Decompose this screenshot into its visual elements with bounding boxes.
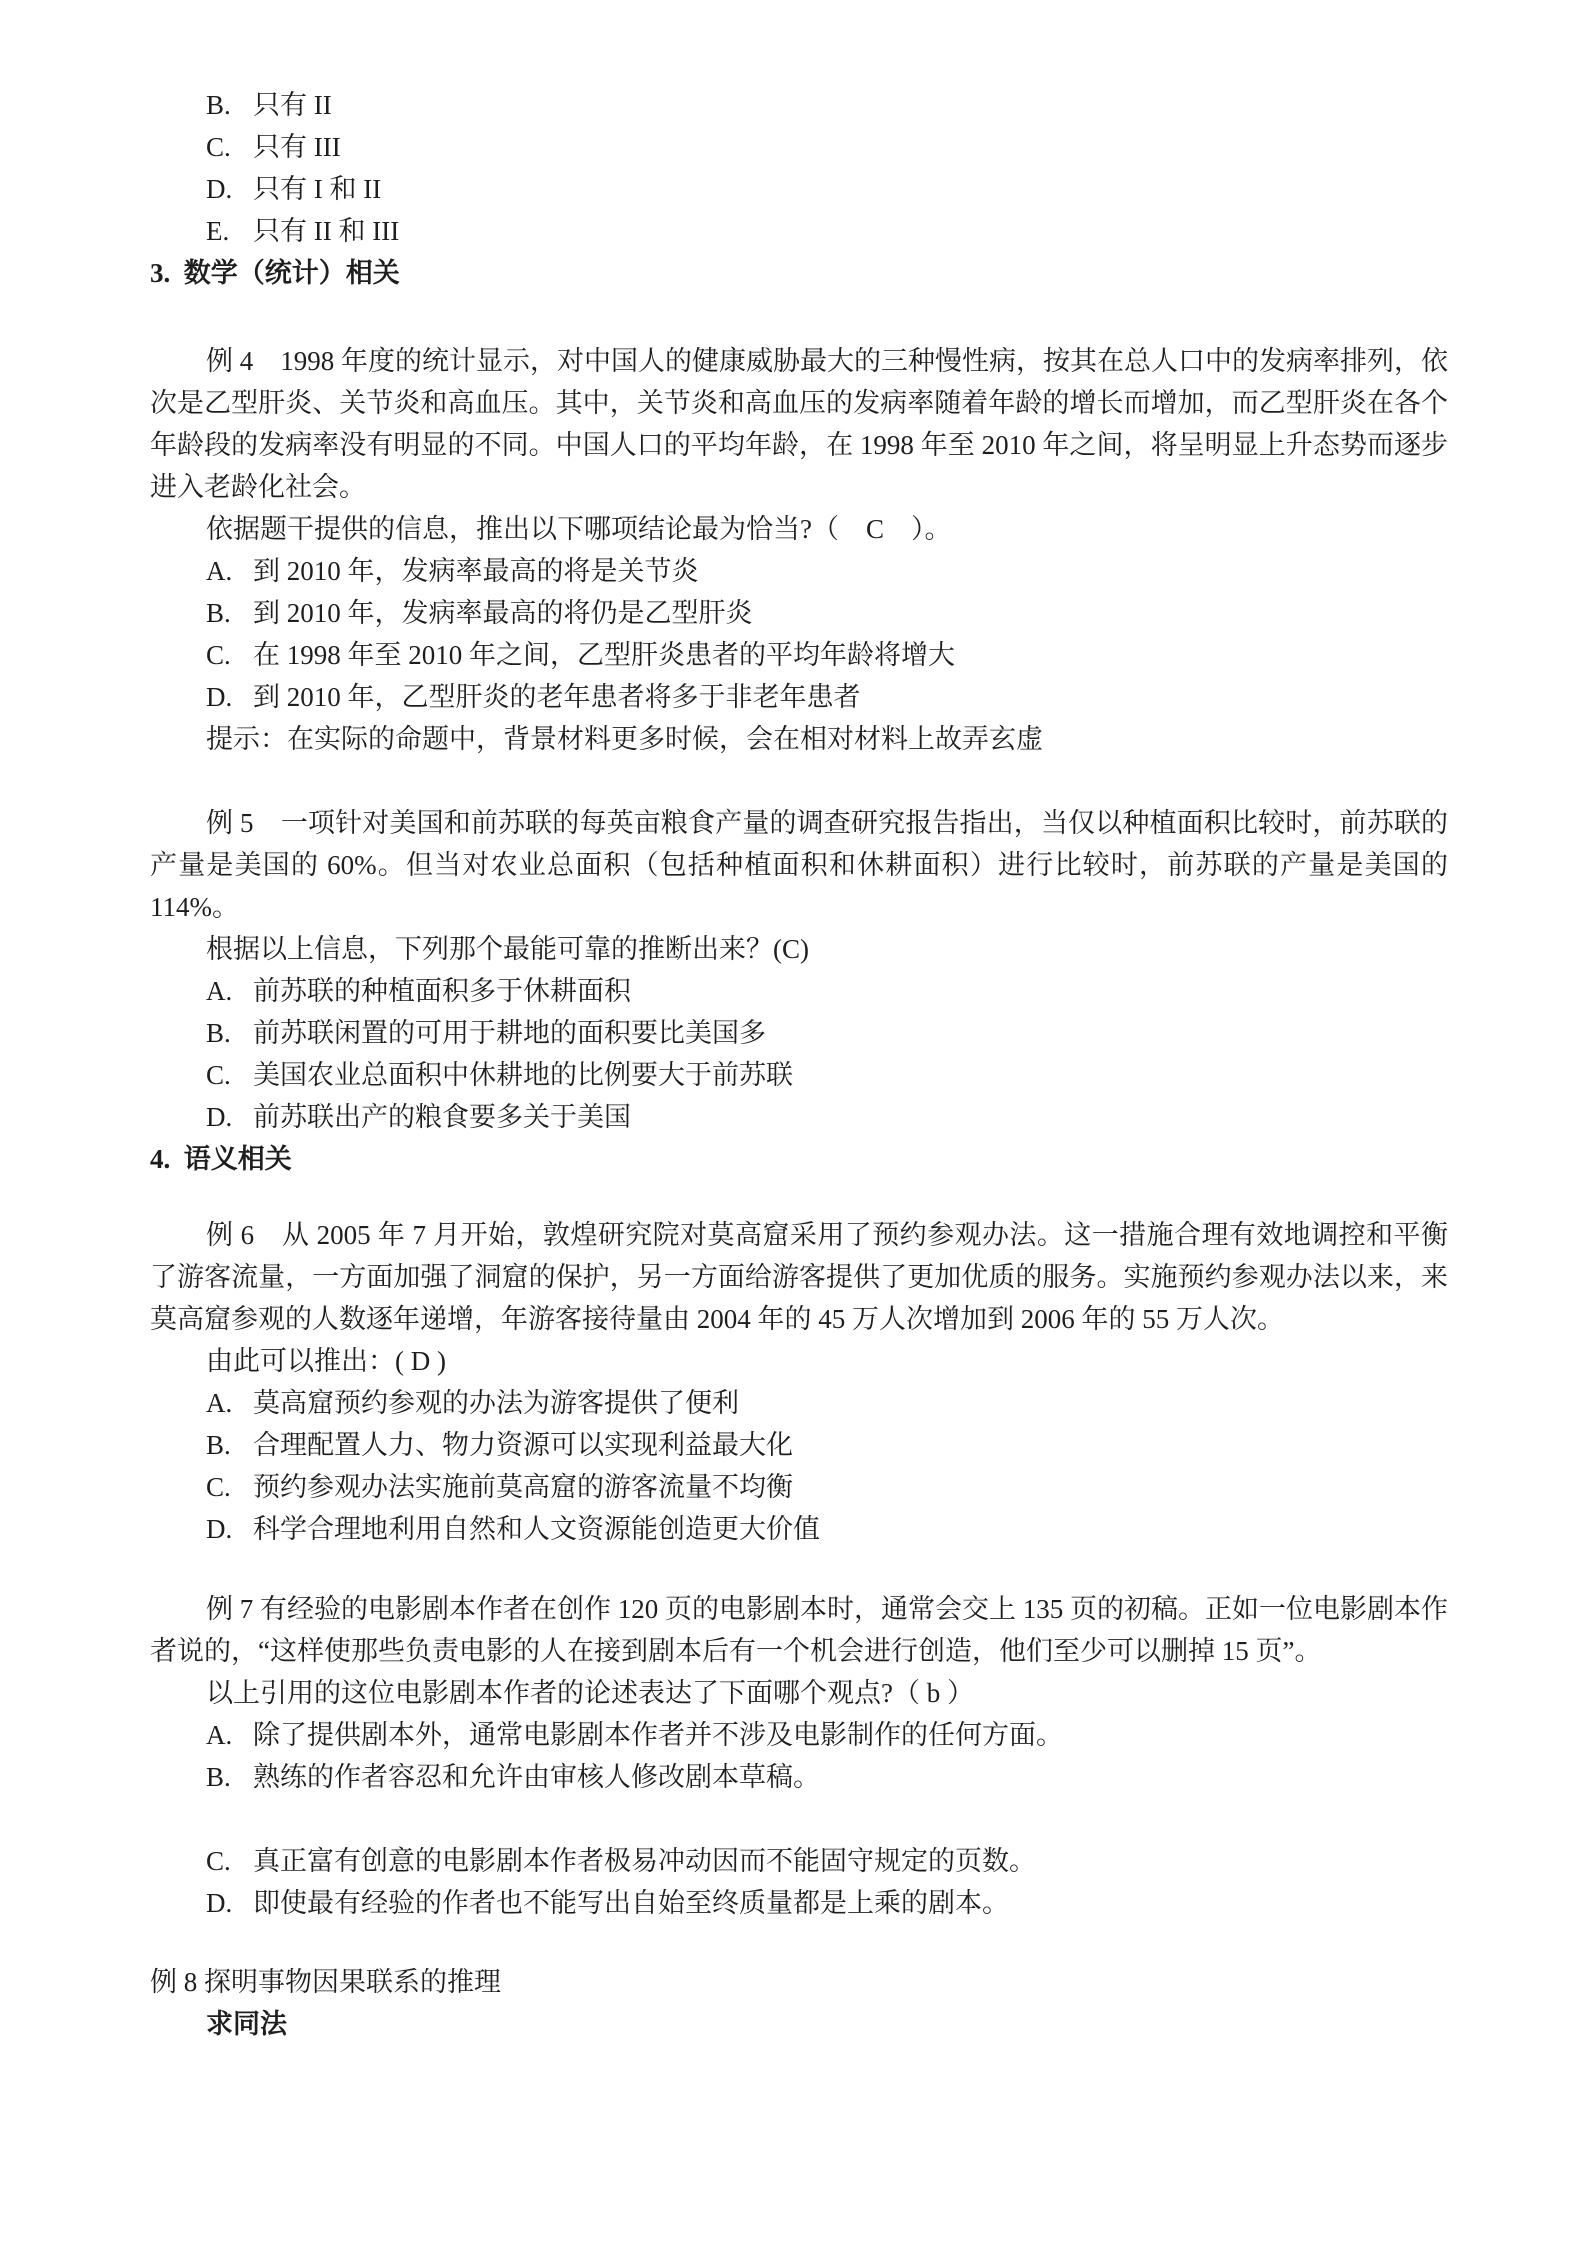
option-text: 除了提供剧本外，通常电影剧本作者并不涉及电影制作的任何方面。 [253, 1720, 1063, 1750]
option-letter: C. [206, 1846, 231, 1876]
section-heading-math: 3. 数学（统计）相关 [150, 258, 400, 288]
example-5-stem: 例 5 一项针对美国和前苏联的每英亩粮食产量的调查研究报告指出，当仅以种植面积比较时，前苏联的产量是美国的 60%。但当对农业总面积（包括种植面积和休耕面积）进行比较时，前苏联的产量是美国的 114%。 [150, 808, 1448, 922]
option-text: 熟练的作者容忍和允许由审核人修改剧本草稿。 [253, 1762, 820, 1792]
option-text: 只有 II [253, 90, 332, 120]
example-4-hint: 提示：在实际的命题中，背景材料更多时候，会在相对材料上故弄玄虚 [206, 724, 1043, 754]
answer-option [150, 1466, 1448, 1508]
option-text: 前苏联的种植面积多于休耕面积 [253, 976, 631, 1006]
answer-option [150, 168, 1448, 210]
option-letter: C. [206, 132, 231, 162]
option-letter: E. [206, 216, 230, 246]
option-letter: B. [206, 1762, 231, 1792]
option-text: 到 2010 年，乙型肝炎的老年患者将多于非老年患者 [253, 682, 861, 712]
answer-option [150, 634, 1448, 676]
answer-option [150, 1882, 1448, 1924]
option-text: 只有 II 和 III [253, 216, 400, 246]
option-letter: A. [206, 556, 233, 586]
option-letter: D. [206, 1102, 233, 1132]
answer-option [150, 1382, 1448, 1424]
example-6-stem: 例 6 从 2005 年 7 月开始，敦煌研究院对莫高窟采用了预约参观办法。这一措施合理有效地调控和平衡了游客流量，一方面加强了洞窟的保护，另一方面给游客提供了更加优质的服务。实施预约参观办法以来，来莫高窟参观的人数逐年递增，年游客接待量由 2004 年的 45 万人次增加到 2006 年的 55 万人次。 [150, 1220, 1448, 1334]
option-text: 到 2010 年，发病率最高的将仍是乙型肝炎 [253, 598, 753, 628]
option-letter: A. [206, 1720, 233, 1750]
option-text: 只有 I 和 II [253, 174, 382, 204]
option-text: 到 2010 年，发病率最高的将是关节炎 [253, 556, 699, 586]
option-text: 前苏联闲置的可用于耕地的面积要比美国多 [253, 1018, 766, 1048]
answer-option [150, 1424, 1448, 1466]
option-text: 科学合理地利用自然和人文资源能创造更大价值 [253, 1514, 820, 1544]
option-text: 美国农业总面积中休耕地的比例要大于前苏联 [253, 1060, 793, 1090]
option-text: 合理配置人力、物力资源可以实现利益最大化 [253, 1430, 793, 1460]
answer-option [150, 1714, 1448, 1756]
answer-option [150, 550, 1448, 592]
example-4-stem: 例 4 1998 年度的统计显示，对中国人的健康威胁最大的三种慢性病，按其在总人口中的发病率排列，依次是乙型肝炎、关节炎和高血压。其中，关节炎和高血压的发病率随着年龄的增长而增加，而乙型肝炎在各个年龄段的发病率没有明显的不同。中国人口的平均年龄，在 1998 年至 2010 年之间，将呈明显上升态势而逐步进入老龄化社会。 [150, 346, 1448, 502]
option-text: 只有 III [253, 132, 341, 162]
answer-option [150, 592, 1448, 634]
option-text: 前苏联出产的粮食要多关于美国 [253, 1102, 631, 1132]
option-text: 莫高窟预约参观的办法为游客提供了便利 [253, 1388, 739, 1418]
option-letter: D. [206, 1888, 233, 1918]
answer-option [150, 84, 1448, 126]
answer-option [150, 970, 1448, 1012]
option-text: 预约参观办法实施前莫高窟的游客流量不均衡 [253, 1472, 793, 1502]
option-letter: C. [206, 1060, 231, 1090]
option-letter: B. [206, 1018, 231, 1048]
answer-option [150, 1508, 1448, 1550]
option-text: 在 1998 年至 2010 年之间，乙型肝炎患者的平均年龄将增大 [253, 640, 955, 670]
option-letter: C. [206, 640, 231, 670]
answer-option [150, 1840, 1448, 1882]
example-4-question: 依据题干提供的信息，推出以下哪项结论最为恰当?（ C ）。 [206, 514, 952, 544]
option-letter: D. [206, 174, 233, 204]
option-letter: D. [206, 682, 233, 712]
option-letter: A. [206, 1388, 233, 1418]
option-text: 真正富有创意的电影剧本作者极易冲动因而不能固守规定的页数。 [253, 1846, 1036, 1876]
method-name: 求同法 [206, 2009, 287, 2039]
answer-option [150, 1012, 1448, 1054]
answer-option [150, 1756, 1448, 1798]
option-text: 即使最有经验的作者也不能写出自始至终质量都是上乘的剧本。 [253, 1888, 1009, 1918]
answer-option [150, 1096, 1448, 1138]
option-letter: B. [206, 1430, 231, 1460]
option-letter: A. [206, 976, 233, 1006]
document-content [150, 84, 1448, 2045]
option-letter: B. [206, 598, 231, 628]
answer-option [150, 210, 1448, 252]
answer-option [150, 1054, 1448, 1096]
answer-option [150, 126, 1448, 168]
section-heading-semantics: 4. 语义相关 [150, 1144, 292, 1174]
option-letter: B. [206, 90, 231, 120]
option-letter: C. [206, 1472, 231, 1502]
example-5-question: 根据以上信息，下列那个最能可靠的推断出来？(C) [206, 934, 809, 964]
example-7-stem: 例 7 有经验的电影剧本作者在创作 120 页的电影剧本时，通常会交上 135 页的初稿。正如一位电影剧本作者说的，“这样使那些负责电影的人在接到剧本后有一个机会进行创造，他们至少可以删掉 15 页”。 [150, 1594, 1448, 1666]
option-letter: D. [206, 1514, 233, 1544]
example-7-question: 以上引用的这位电影剧本作者的论述表达了下面哪个观点?（ b ） [206, 1678, 974, 1708]
example-8-title: 例 8 探明事物因果联系的推理 [150, 1967, 501, 1997]
example-6-question: 由此可以推出：( D ) [206, 1346, 446, 1376]
answer-option [150, 676, 1448, 718]
